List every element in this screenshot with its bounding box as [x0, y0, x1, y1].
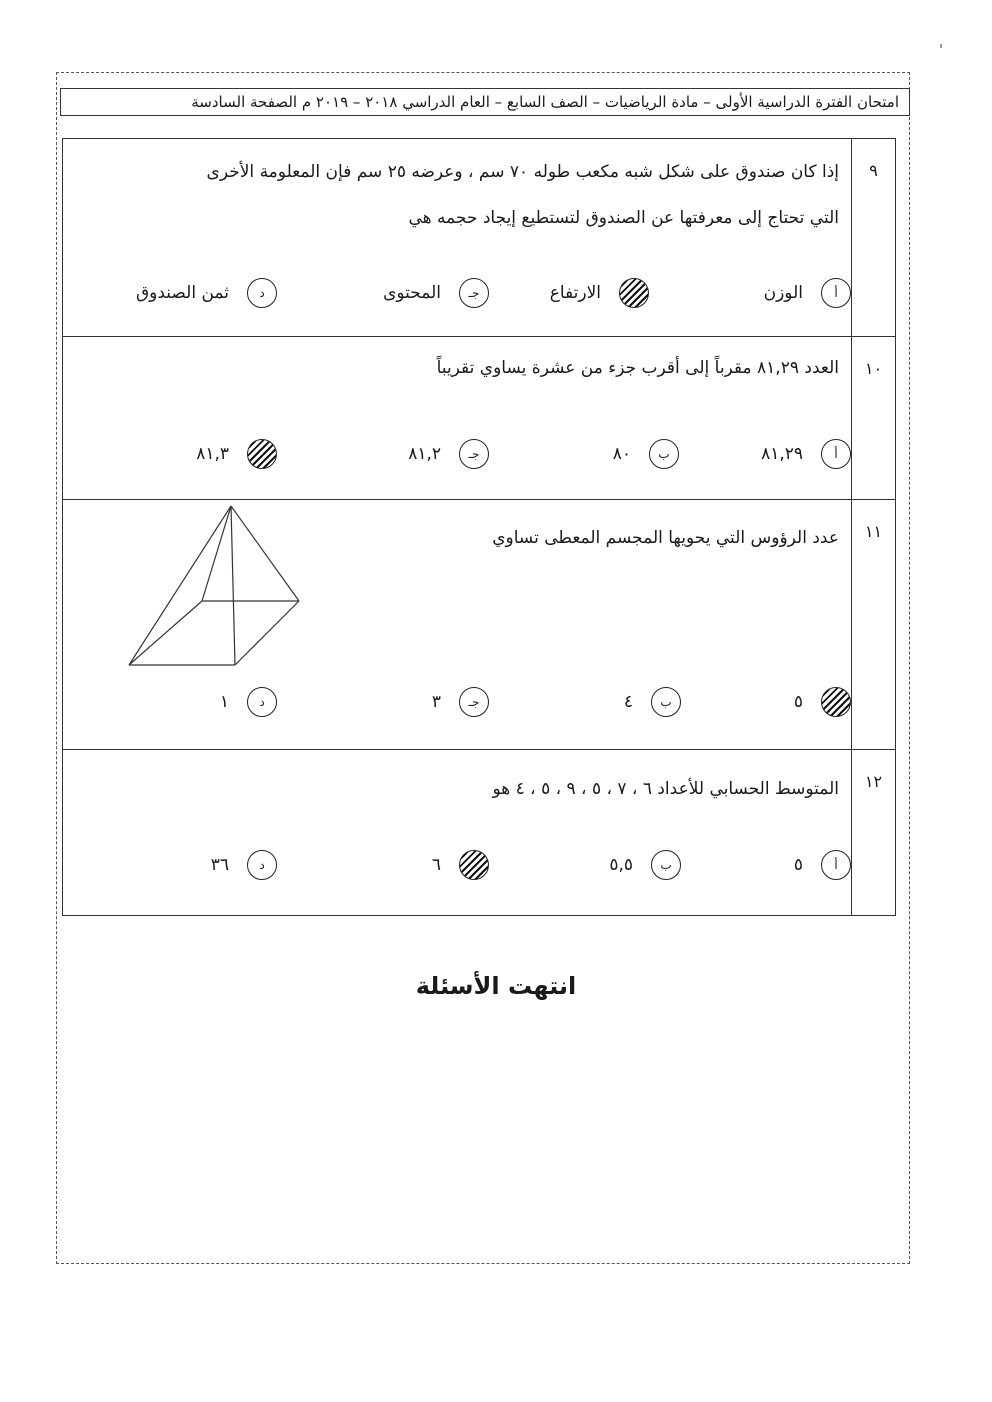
option-letter-circle-selected[interactable]: [247, 439, 277, 469]
question-row-12: [63, 750, 895, 915]
option-a[interactable]: [794, 687, 851, 717]
option-letter-circle[interactable]: د: [247, 687, 277, 717]
option-text: ٦: [431, 855, 441, 875]
pyramid-base-edge: [235, 601, 299, 665]
option-d[interactable]: [211, 850, 277, 880]
option-d[interactable]: [220, 687, 277, 717]
question-row-10: [63, 337, 895, 500]
pyramid-edge: [129, 506, 231, 665]
question-row-9: [63, 139, 895, 337]
question-text-line: إذا كان صندوق على شكل شبه مكعب طوله ٧٠ سم ، وعرضه ٢٥ سم فإن المعلومة الأخرى: [206, 162, 839, 182]
option-text: الارتفاع: [549, 283, 601, 303]
scan-mark: [940, 44, 942, 48]
option-text: ٨١,٢: [408, 444, 441, 464]
option-letter-circle-selected[interactable]: [459, 850, 489, 880]
option-text: ٣٦: [210, 855, 229, 875]
question-number: ١٠: [851, 337, 895, 499]
option-text: ٨٠: [612, 444, 631, 464]
question-number: ١٢: [851, 750, 895, 915]
option-text: ثمن الصندوق: [135, 283, 229, 303]
option-letter-circle[interactable]: جـ: [459, 687, 489, 717]
exam-header-title: امتحان الفترة الدراسية الأولى – مادة الرياضيات – الصف السابع – العام الدراسي ٢٠١٨ – ٢٠١٩ م الصفحة السادسة: [191, 93, 899, 111]
option-b[interactable]: [550, 278, 649, 308]
question-number: ٩: [851, 139, 895, 336]
option-c[interactable]: [408, 439, 489, 469]
option-text: ٤: [623, 692, 633, 712]
option-d[interactable]: [196, 439, 277, 469]
option-letter-circle[interactable]: ب: [649, 439, 679, 469]
option-letter-circle[interactable]: أ: [821, 278, 851, 308]
option-a[interactable]: [794, 850, 851, 880]
pyramid-base-edge: [129, 601, 202, 665]
question-text-line: العدد ٨١,٢٩ مقرباً إلى أقرب جزء من عشرة يساوي تقريباً: [436, 358, 839, 378]
option-c[interactable]: [432, 850, 489, 880]
exam-header: [60, 88, 910, 116]
question-row-11: [63, 500, 895, 750]
option-letter-circle[interactable]: أ: [821, 850, 851, 880]
end-of-questions-title: انتهت الأسئلة: [415, 972, 577, 1000]
option-text: ٥: [793, 692, 803, 712]
option-b[interactable]: [613, 439, 679, 469]
question-text-line: عدد الرؤوس التي يحويها المجسم المعطى تساوي: [492, 528, 839, 548]
option-c[interactable]: [432, 687, 489, 717]
option-text: ٥,٥: [609, 855, 633, 875]
question-text-line: التي تحتاج إلى معرفتها عن الصندوق لتستطيع إيجاد حجمه هي: [408, 208, 839, 228]
pyramid-figure: [125, 502, 305, 672]
pyramid-edge: [202, 506, 231, 601]
option-text: ٣: [431, 692, 441, 712]
option-letter-circle-selected[interactable]: [619, 278, 649, 308]
questions-table: [62, 138, 896, 916]
option-text: ٨١,٢٩: [761, 444, 803, 464]
option-a[interactable]: [761, 439, 851, 469]
question-text-line: المتوسط الحسابي للأعداد ٦ ، ٧ ، ٥ ، ٩ ، ٥ ، ٤ هو: [492, 779, 839, 799]
option-letter-circle[interactable]: جـ: [459, 439, 489, 469]
option-letter-circle[interactable]: ب: [651, 687, 681, 717]
question-number: ١١: [851, 500, 895, 749]
option-letter-circle[interactable]: د: [247, 278, 277, 308]
option-a[interactable]: [764, 278, 851, 308]
option-c[interactable]: [383, 278, 489, 308]
option-letter-circle[interactable]: أ: [821, 439, 851, 469]
option-b[interactable]: [609, 850, 681, 880]
option-text: ١: [219, 692, 229, 712]
option-letter-circle-selected[interactable]: [821, 687, 851, 717]
pyramid-edge: [231, 506, 235, 665]
option-text: المحتوى: [383, 283, 441, 303]
option-b[interactable]: [624, 687, 681, 717]
option-text: ٨١,٣: [196, 444, 229, 464]
option-text: ٥: [793, 855, 803, 875]
pyramid-edge: [231, 506, 299, 601]
option-d[interactable]: [136, 278, 277, 308]
option-letter-circle[interactable]: د: [247, 850, 277, 880]
option-letter-circle[interactable]: جـ: [459, 278, 489, 308]
option-letter-circle[interactable]: ب: [651, 850, 681, 880]
option-text: الوزن: [763, 283, 803, 303]
